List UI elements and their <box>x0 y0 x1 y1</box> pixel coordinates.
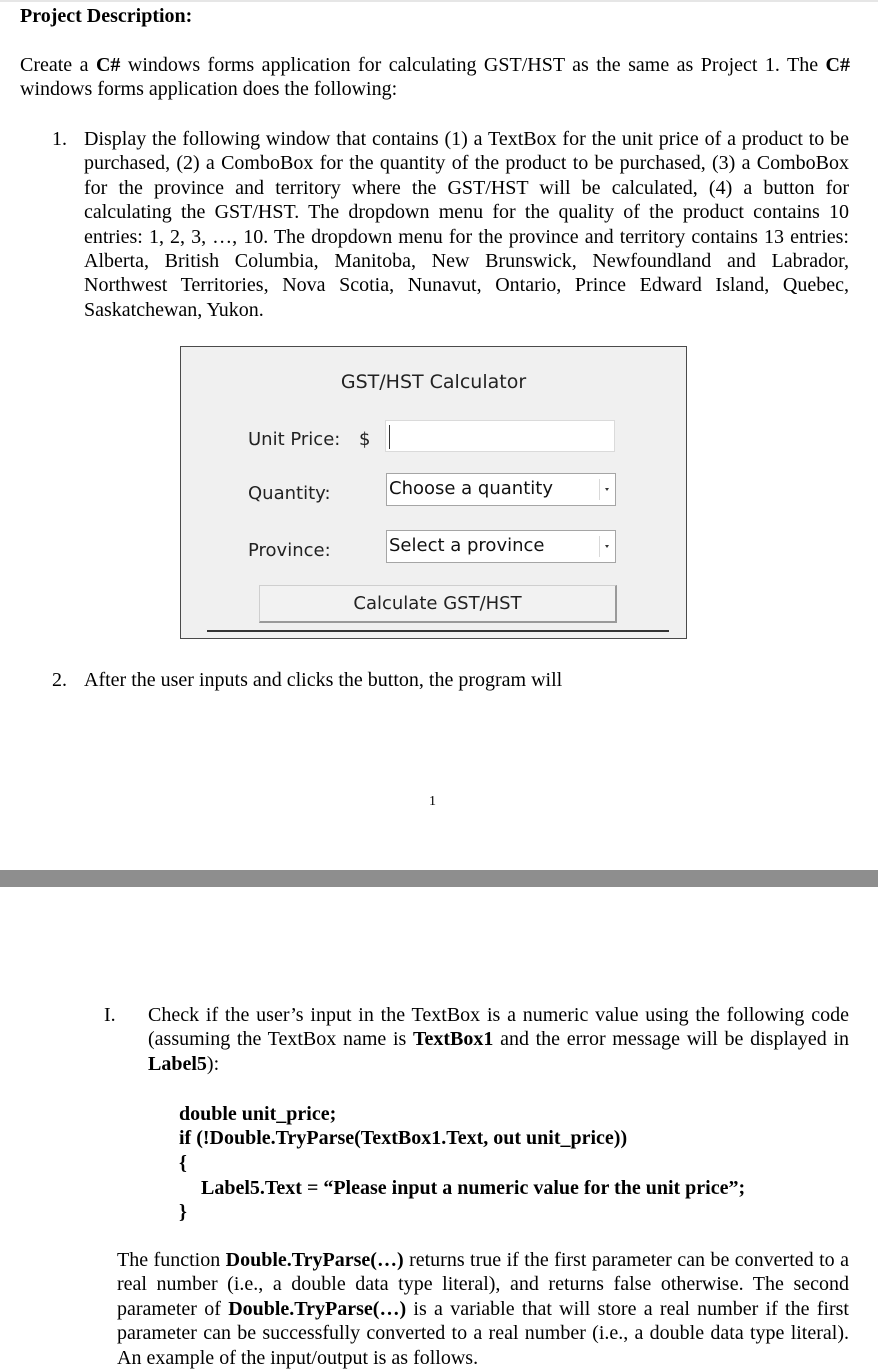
step-1-text-2: and the error message will be displayed in <box>493 1028 849 1051</box>
quantity-combobox-value: Choose a quantity <box>389 478 553 499</box>
code-line-3: { <box>179 1152 187 1174</box>
code-line-4: Label5.Text = “Please input a numeric value for the unit price”; <box>201 1177 746 1199</box>
explanation-text-1: The function <box>117 1249 226 1271</box>
tryparse-function-name: Double.TryParse(…) <box>225 1249 404 1271</box>
province-combobox[interactable] <box>386 530 616 563</box>
step-1-text-1: Check if the user’s input in the TextBox is a numeric value using the following code (assuming the TextBox name is <box>148 1004 849 1051</box>
intro-text-1: Create a <box>20 54 96 76</box>
intro-text-2: windows forms application for calculating GST/HST as the same as Project 1. The <box>120 54 826 76</box>
page-separator <box>0 870 878 887</box>
step-1-text-3: ): <box>206 1052 220 1075</box>
code-line-2: if (!Double.TryParse(TextBox1.Text, out unit_price)) <box>179 1127 628 1149</box>
text-caret <box>389 425 390 449</box>
intro-text-3: windows forms application does the following: <box>20 78 398 101</box>
province-label: Province: <box>248 540 331 561</box>
code-line-1: double unit_price; <box>179 1103 337 1125</box>
tryparse-function-name-2: Double.TryParse(…) <box>228 1297 407 1320</box>
item-2-number: 2. <box>52 669 67 691</box>
document-page-2 <box>0 890 878 1372</box>
item-1-text: Display the following window that contains (1) a TextBox for the unit price of a product to be purchased, (2) a ComboBox for the quantity of the product to be purchased, (3) a ComboBox for the province and territory where the GST/HST will be calculated, (4) a button for calculating the GST/HST. The dropdown menu for the quality of the product contains 10 entries: 1, 2, 3, …, 10. The dropdown menu for the province and territory contains 13 entries: Alberta, British Columbia, Manitoba, New Brunswick, Newfoundland and Labrador, Northwest Territories, Nova Scotia, Nunavut, Ontario, Prince Edward Island, Quebec, Saskatchewan, Yukon. <box>84 128 849 321</box>
explanation-text-3: is a variable that will store a real number if the first parameter can be successfully converted to a real number (i.e., a double data type literal). An example of the input/output is as follows. <box>117 1297 849 1369</box>
chevron-down-icon[interactable] <box>599 536 614 557</box>
unit-price-label-text: Unit Price: <box>248 429 341 450</box>
currency-symbol: $ <box>359 429 371 450</box>
code-line-5: } <box>179 1201 187 1223</box>
quantity-label: Quantity: <box>248 483 331 504</box>
unit-price-label <box>248 429 371 450</box>
tryparse-explanation <box>117 1248 849 1370</box>
step-1-numeral: I. <box>104 1004 116 1026</box>
form-underline-rule <box>207 630 669 632</box>
intro-bold-1: C# <box>95 54 121 76</box>
item-1-number: 1. <box>52 128 67 150</box>
chevron-down-icon[interactable] <box>599 479 614 500</box>
gst-hst-calculator-window <box>180 346 687 639</box>
item-2-text: After the user inputs and clicks the button, the program will <box>84 669 563 691</box>
intro-bold-2: C# <box>825 54 850 76</box>
calculate-gst-hst-button[interactable]: Calculate GST/HST <box>259 585 617 623</box>
page-top-rule <box>0 0 878 2</box>
page-number: 1 <box>429 794 436 809</box>
textbox1-name: TextBox1 <box>412 1028 494 1051</box>
unit-price-textbox[interactable] <box>385 420 615 452</box>
window-title: GST/HST Calculator <box>340 371 527 393</box>
explanation-text-2: returns true if the first parameter can be converted to a real number (i.e., a double data type literal), and returns false otherwise. The second parameter of <box>117 1249 849 1320</box>
project-description-heading: Project Description: <box>20 5 193 27</box>
quantity-combobox[interactable] <box>386 473 616 506</box>
label5-name: Label5 <box>148 1052 207 1075</box>
step-1-text <box>148 1003 849 1076</box>
province-combobox-value: Select a province <box>389 535 545 556</box>
intro-paragraph <box>20 53 850 102</box>
